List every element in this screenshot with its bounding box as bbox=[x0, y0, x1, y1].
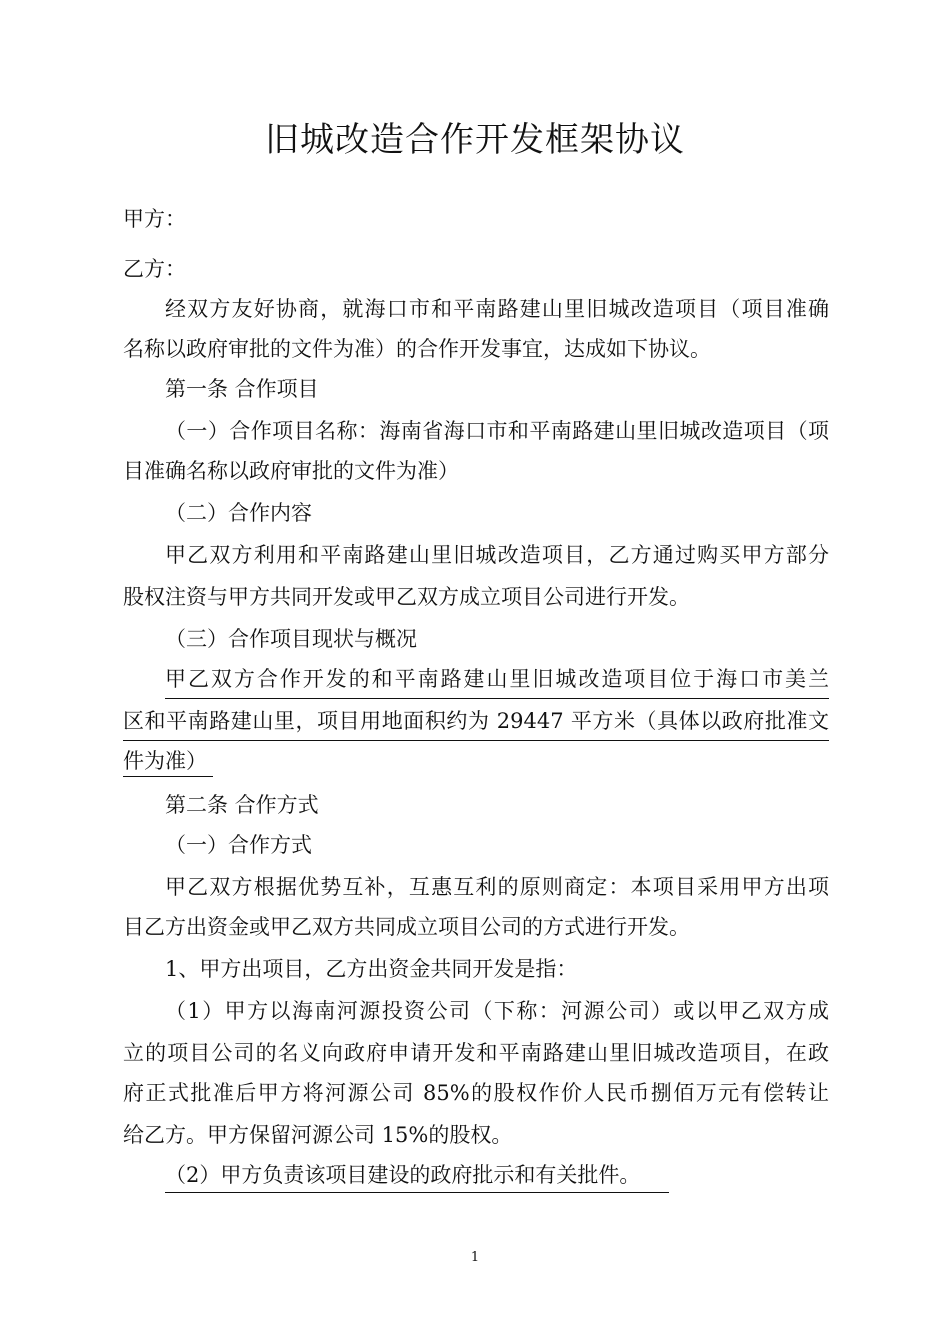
article1-item2-line: 甲乙双方利用和平南路建山里旧城改造项目，乙方通过购买甲方部分 bbox=[165, 543, 829, 567]
intro-line: 经双方友好协商，就海口市和平南路建山里旧城改造项目（项目准确 bbox=[165, 297, 829, 321]
article2-item1-line: 甲乙双方根据优势互补，互惠互利的原则商定：本项目采用甲方出项 bbox=[165, 875, 829, 899]
article1-item1-line: （一）合作项目名称：海南省海口市和平南路建山里旧城改造项目（项 bbox=[165, 419, 829, 443]
article2-sub1-line: 给乙方。甲方保留河源公司 15%的股权。 bbox=[123, 1123, 513, 1147]
article2-sub1-line: （1）甲方以海南河源投资公司（下称：河源公司）或以甲乙双方成 bbox=[165, 999, 829, 1023]
underline bbox=[165, 698, 829, 699]
underline bbox=[165, 1192, 669, 1193]
article1-item3-line: 区和平南路建山里，项目用地面积约为 29447 平方米（具体以政府批准文 bbox=[123, 709, 829, 733]
article2-heading: 第二条 合作方式 bbox=[165, 793, 319, 817]
article1-item1-line: 目准确名称以政府审批的文件为准） bbox=[123, 459, 459, 483]
article1-item2-heading: （二）合作内容 bbox=[165, 501, 312, 525]
article1-item3-line: 件为准） bbox=[123, 749, 207, 773]
article2-sub1-line: 立的项目公司的名义向政府申请开发和平南路建山里旧城改造项目，在政 bbox=[123, 1041, 829, 1065]
party-a-label: 甲方： bbox=[123, 207, 186, 231]
underline bbox=[123, 740, 829, 741]
page-number: 1 bbox=[470, 1250, 480, 1265]
intro-line: 名称以政府审批的文件为准）的合作开发事宜，达成如下协议。 bbox=[123, 337, 711, 361]
article2-item1-line: 目乙方出资金或甲乙双方共同成立项目公司的方式进行开发。 bbox=[123, 915, 690, 939]
document-title: 旧城改造合作开发框架协议 bbox=[265, 120, 685, 160]
article2-sub2: （2）甲方负责该项目建设的政府批示和有关批件。 bbox=[165, 1163, 641, 1187]
article1-item2-line: 股权注资与甲方共同开发或甲乙双方成立项目公司进行开发。 bbox=[123, 585, 690, 609]
article2-item1-heading: （一）合作方式 bbox=[165, 833, 312, 857]
article1-item3-line: 甲乙双方合作开发的和平南路建山里旧城改造项目位于海口市美兰 bbox=[165, 667, 829, 691]
party-b-label: 乙方： bbox=[123, 257, 186, 281]
underline bbox=[123, 776, 213, 777]
article2-sub1-line: 府正式批准后甲方将河源公司 85%的股权作价人民币捌佰万元有偿转让 bbox=[123, 1081, 829, 1105]
article2-point1: 1、甲方出项目，乙方出资金共同开发是指： bbox=[165, 957, 578, 981]
article1-heading: 第一条 合作项目 bbox=[165, 377, 319, 401]
article1-item3-heading: （三）合作项目现状与概况 bbox=[165, 627, 417, 651]
